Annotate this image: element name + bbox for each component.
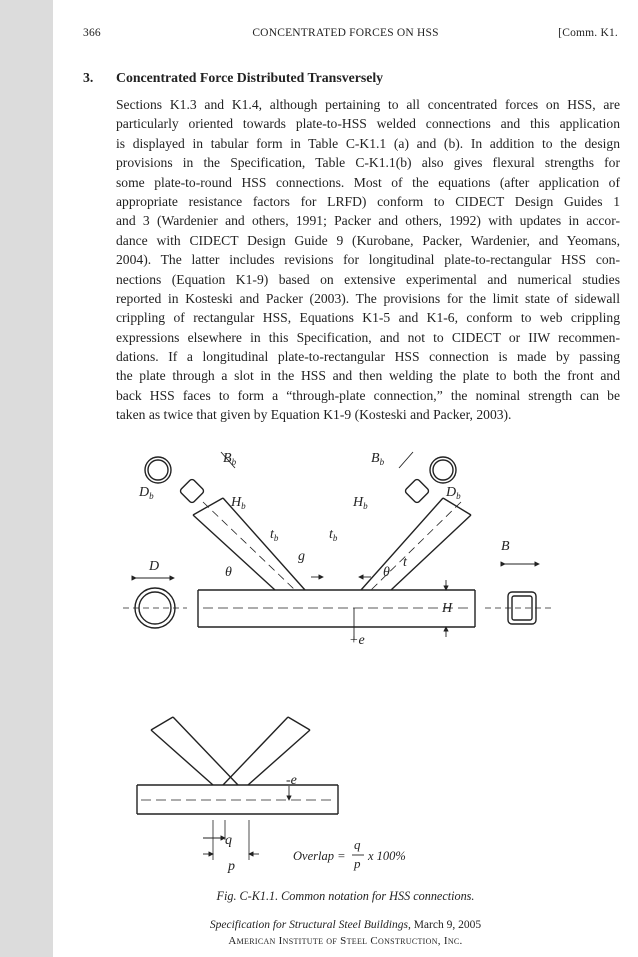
footer-spec-line	[53, 919, 638, 931]
label-B: B	[501, 539, 510, 554]
body-line: Sections K1.3 and K1.4, although pertaining to all concentrated forces on HSS, are	[116, 97, 620, 112]
rect-brace-section-left	[179, 478, 204, 503]
body-line: expressions elsewhere in this Specification, and not to CIDECT or IIW recommen-	[116, 329, 620, 345]
label-theta-right: θ	[383, 565, 390, 580]
page-margin-bar	[0, 0, 53, 957]
overlap-numerator: q	[354, 837, 361, 852]
body-line: dance with CIDECT Design Guide 9 (Kurobane, Packer, Wardenier, and Yeomans,	[116, 232, 620, 248]
overlap-formula-prefix: Overlap =	[293, 849, 346, 863]
right-brace-member	[361, 498, 471, 590]
body-line: some plate-to-round HSS connections. Most of the equations (after application of	[116, 174, 620, 190]
body-line: crippling of rectangular HSS, Equations K1-5 and K1-6, conform to web crippling	[116, 310, 620, 326]
label-Db-left: $D_b$	[139, 485, 154, 501]
label-Bb-right: $B_b$	[371, 451, 385, 467]
running-title: CONCENTRATED FORCES ON HSS	[252, 27, 439, 39]
footer-institute: American Institute of Steel Construction, Inc.	[228, 935, 463, 947]
figure-caption: Fig. C-K1.1. Common notation for HSS connections.	[216, 889, 475, 903]
hss-notation-diagram	[53, 430, 638, 885]
label-H: H	[442, 601, 453, 616]
hss-connection-figure	[53, 430, 638, 890]
label-Db-right: $D_b$	[446, 485, 461, 501]
left-brace-member	[193, 498, 305, 590]
label-tb-left: $t_b$	[270, 527, 279, 543]
body-line: and 3 (Wardenier and others, 1991; Packer and others, 1992) with updates in accor-	[116, 213, 620, 229]
body-line: reported in Kosteski and Packer (2003). The provisions for the limit state of sidewall	[116, 290, 620, 306]
section-number: 3.	[83, 70, 94, 85]
label-q: q	[225, 833, 232, 848]
label-t: t	[403, 555, 407, 570]
body-line: particularly oriented towards plate-to-HSS welded connections and this application	[116, 116, 620, 132]
label-minus-e: -e	[286, 773, 297, 788]
section-reference: [Comm. K1.	[558, 27, 618, 39]
section-title: Concentrated Force Distributed Transversely	[116, 70, 384, 85]
label-Bb-left: $B_b$	[223, 451, 237, 467]
overlap-formula-suffix: x 100%	[368, 849, 406, 863]
page-number: 366	[83, 27, 101, 39]
label-theta-left: θ	[225, 565, 232, 580]
label-tb-right: $t_b$	[329, 527, 338, 543]
document-page	[53, 0, 638, 957]
label-D: D	[149, 559, 160, 574]
body-line: is displayed in tabular form in Table C-K1.1 (a) and (b). In addition to the design	[116, 135, 620, 151]
footer-spec-title: Specification for Structural Steel Buildings,	[209, 919, 411, 931]
overlap-chord-member	[137, 785, 338, 814]
label-Hb-right: $H_b$	[353, 495, 368, 511]
label-p: p	[228, 859, 235, 874]
body-line: back HSS faces to form a “through-plate connection,” the nominal strength can be	[116, 387, 620, 403]
rect-brace-section-right	[404, 478, 429, 503]
body-line: appropriate resistance factors for LRFD) conform to CIDECT Design Guides 1	[116, 193, 620, 209]
body-line: the plate through a slot in the HSS and then welding the plate to both the front and	[116, 368, 620, 384]
label-Hb-left: $H_b$	[231, 495, 246, 511]
body-line: taken as twice that given by Equation K1-9 (Kosteski and Packer, 2003).	[116, 407, 512, 423]
overlap-left-brace	[151, 717, 238, 785]
label-g: g	[298, 549, 305, 564]
body-paragraph	[116, 95, 620, 425]
body-line: 2004). The latter includes revisions for longitudinal plate-to-rectangular HSS con-	[116, 252, 620, 268]
overlap-denominator: p	[354, 856, 361, 871]
chord-member	[198, 590, 475, 627]
body-line: provisions in the Specification, Table C-K1.1(b) also gives flexural strengths for	[116, 155, 620, 171]
label-plus-e: +e	[349, 633, 365, 648]
body-line: dations. If a longitudinal plate-to-rectangular HSS connection is made by passing	[116, 349, 620, 365]
body-line: nections (Equation K1-9) based on extensive experimental and numerical studies	[116, 271, 620, 287]
overlap-right-brace	[223, 717, 310, 785]
round-brace-section-right	[430, 457, 456, 483]
footer-date: March 9, 2005	[410, 919, 482, 931]
round-brace-section-left	[145, 457, 171, 483]
